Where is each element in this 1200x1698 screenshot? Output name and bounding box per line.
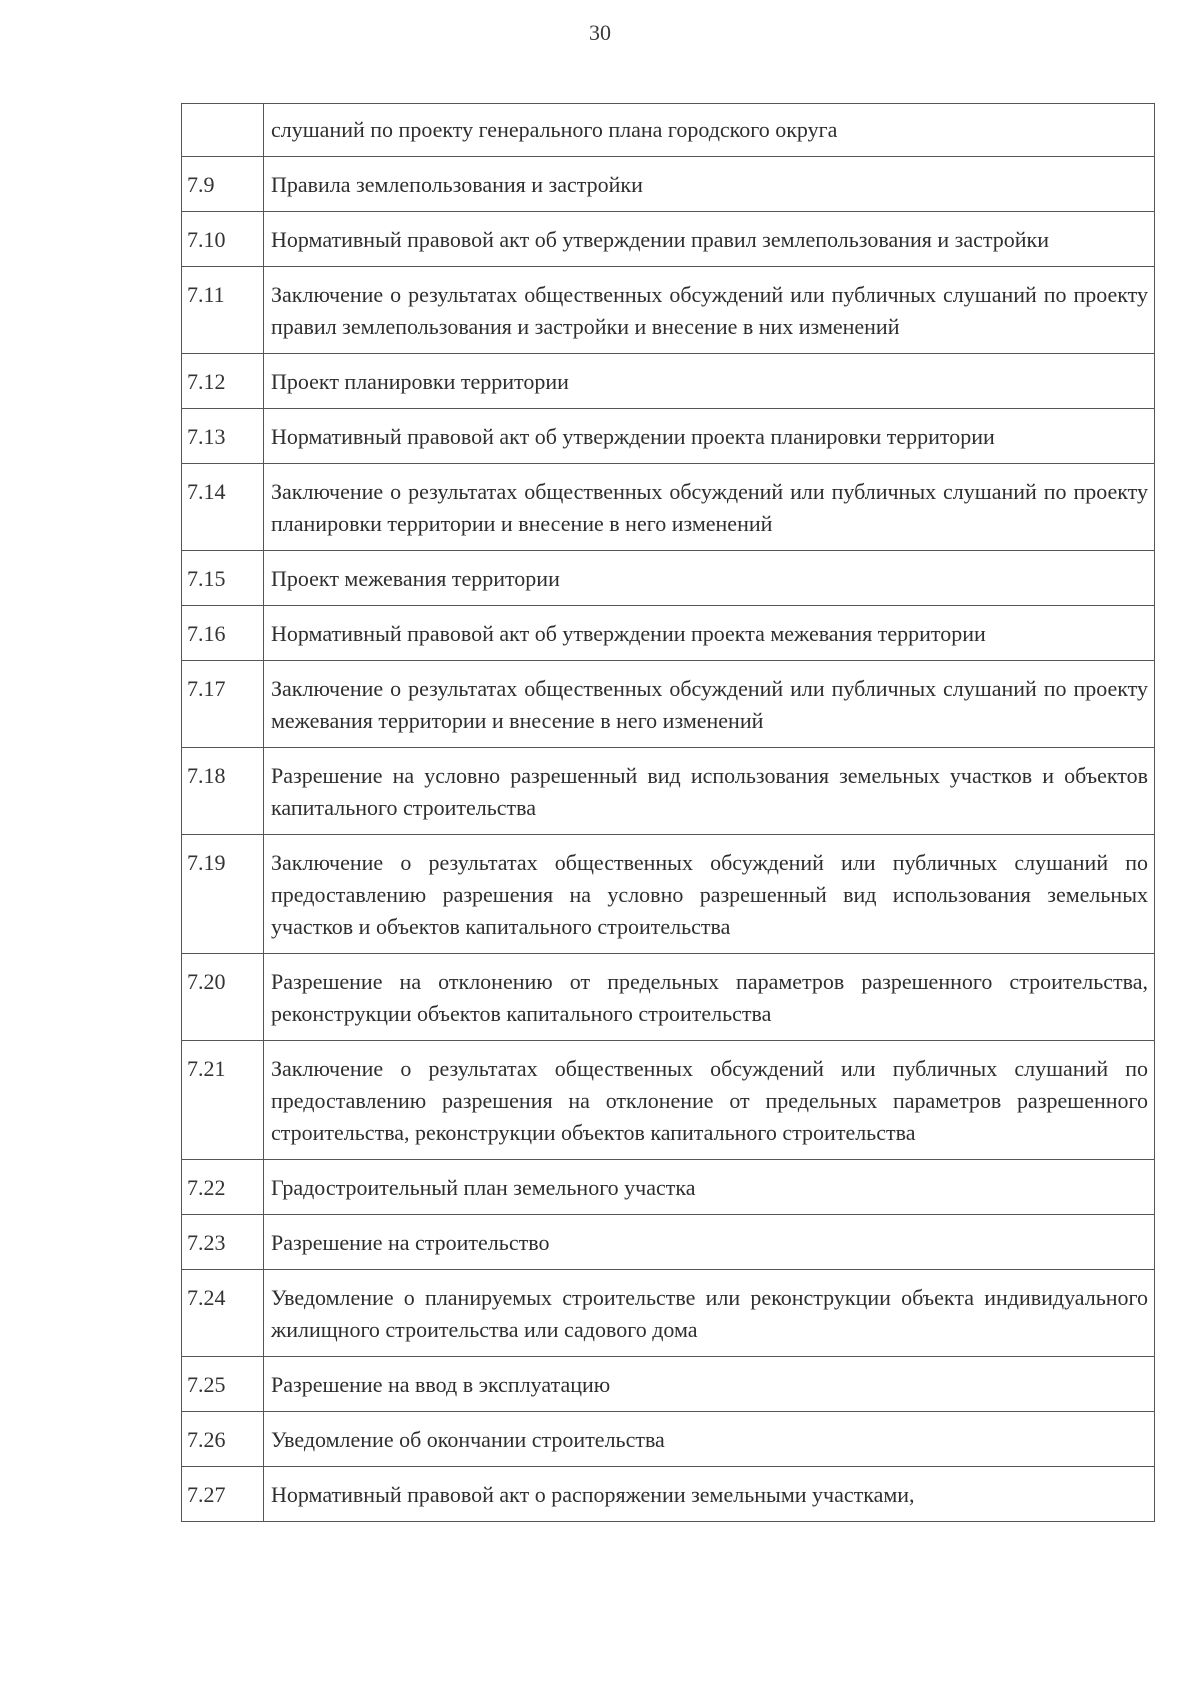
row-text: Нормативный правовой акт о распоряжении земельными участками,: [264, 1467, 1155, 1522]
table-row: [182, 954, 1155, 1041]
table-row: [182, 409, 1155, 464]
row-text: Заключение о результатах общественных обсуждений или публичных слушаний по предоставлению разрешения на условно разрешенный вид использования земельных участков и объектов капитального строительства: [264, 835, 1155, 954]
row-number: 7.9: [182, 157, 264, 212]
row-text: Заключение о результатах общественных обсуждений или публичных слушаний по проекту межевания территории и внесение в него изменений: [264, 661, 1155, 748]
row-number: 7.17: [182, 661, 264, 748]
row-number: 7.22: [182, 1160, 264, 1215]
row-number: 7.19: [182, 835, 264, 954]
table-row: [182, 551, 1155, 606]
table-row: [182, 464, 1155, 551]
table-row: [182, 1412, 1155, 1467]
row-text: Правила землепользования и застройки: [264, 157, 1155, 212]
table-row: [182, 1467, 1155, 1522]
row-number: 7.16: [182, 606, 264, 661]
table-row: [182, 661, 1155, 748]
row-text: Нормативный правовой акт об утверждении проекта межевания территории: [264, 606, 1155, 661]
row-number: [182, 104, 264, 157]
row-text: Разрешение на отклонению от предельных параметров разрешенного строительства, реконструкции объектов капитального строительства: [264, 954, 1155, 1041]
row-text: Заключение о результатах общественных обсуждений или публичных слушаний по проекту планировки территории и внесение в него изменений: [264, 464, 1155, 551]
table-row: [182, 835, 1155, 954]
row-number: 7.18: [182, 748, 264, 835]
row-number: 7.13: [182, 409, 264, 464]
table-row: [182, 267, 1155, 354]
row-number: 7.27: [182, 1467, 264, 1522]
row-number: 7.21: [182, 1041, 264, 1160]
document-table: [181, 103, 1155, 1522]
row-number: 7.23: [182, 1215, 264, 1270]
table-row: [182, 1215, 1155, 1270]
table-row: [182, 1160, 1155, 1215]
row-number: 7.26: [182, 1412, 264, 1467]
row-text: Заключение о результатах общественных обсуждений или публичных слушаний по предоставлению разрешения на отклонение от предельных параметров разрешенного строительства, реконструкции объектов капитального строительства: [264, 1041, 1155, 1160]
table-row: [182, 1270, 1155, 1357]
row-text: Разрешение на строительство: [264, 1215, 1155, 1270]
row-number: 7.24: [182, 1270, 264, 1357]
table-row: [182, 212, 1155, 267]
table-row: [182, 1041, 1155, 1160]
table-row: [182, 354, 1155, 409]
table-row: [182, 606, 1155, 661]
row-number: 7.14: [182, 464, 264, 551]
table-row: [182, 1357, 1155, 1412]
row-text: Уведомление об окончании строительства: [264, 1412, 1155, 1467]
row-text: Градостроительный план земельного участка: [264, 1160, 1155, 1215]
row-text: Разрешение на ввод в эксплуатацию: [264, 1357, 1155, 1412]
row-number: 7.12: [182, 354, 264, 409]
row-text: Нормативный правовой акт об утверждении правил землепользования и застройки: [264, 212, 1155, 267]
row-number: 7.10: [182, 212, 264, 267]
table-row: [182, 104, 1155, 157]
table-row: [182, 157, 1155, 212]
row-number: 7.25: [182, 1357, 264, 1412]
page-number: 30: [589, 20, 611, 45]
table-row: [182, 748, 1155, 835]
row-number: 7.20: [182, 954, 264, 1041]
row-text: слушаний по проекту генерального плана городского округа: [264, 104, 1155, 157]
row-text: Уведомление о планируемых строительстве или реконструкции объекта индивидуального жилищного строительства или садового дома: [264, 1270, 1155, 1357]
row-text: Проект межевания территории: [264, 551, 1155, 606]
row-number: 7.11: [182, 267, 264, 354]
row-text: Нормативный правовой акт об утверждении проекта планировки территории: [264, 409, 1155, 464]
row-text: Заключение о результатах общественных обсуждений или публичных слушаний по проекту правил землепользования и застройки и внесение в них изменений: [264, 267, 1155, 354]
row-number: 7.15: [182, 551, 264, 606]
row-text: Разрешение на условно разрешенный вид использования земельных участков и объектов капитального строительства: [264, 748, 1155, 835]
row-text: Проект планировки территории: [264, 354, 1155, 409]
